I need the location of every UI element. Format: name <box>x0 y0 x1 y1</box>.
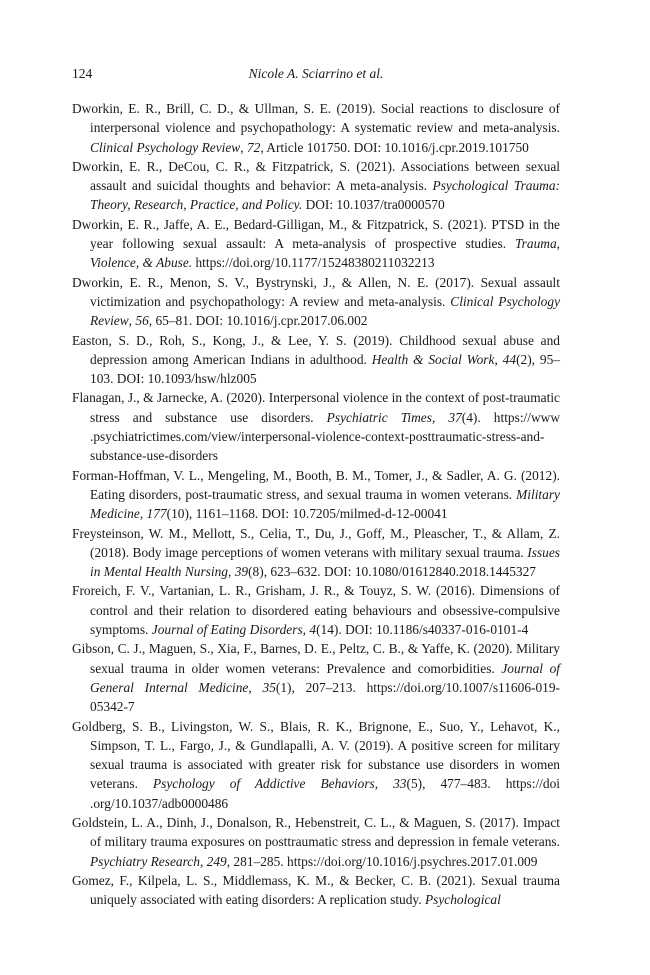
reference-volume: 35 <box>262 679 276 695</box>
reference-text: Dworkin, E. R., DeCou, C. R., & Fitzpatrick, S. (2021). Associations between sexual assault and suicidal thoughts and behavior: A meta-analysis. <box>72 158 560 194</box>
reference-volume: 44 <box>502 351 517 367</box>
reference-details: , Article 101750. DOI: 10.1016/j.​cpr.2019.101750 <box>260 139 529 155</box>
reference-text: Dworkin, E. R., Menon, S. V., Bystrynski, J., & Allen, N. E. (2017). Sexual assault victimization and psychopathology: A review and meta-analysis. <box>72 274 560 309</box>
reference-details: (5), 477–483. https://doi​.org/10.1037/adb0000486 <box>90 776 561 811</box>
reference-details: (8), 623–632. DOI: 10.1080/01612840.2018.1445327 <box>248 564 536 580</box>
reference-volume: 72 <box>246 139 261 155</box>
reference-text: Freysteinson, W. M., Mellott, S., Celia, T., Du, J., Goff, M., Pleascher, T., & Allam, Z. (2018). Body image perceptions of women veterans with military sexual trauma. <box>72 525 560 560</box>
reference-details: (10), 1161–1168. DOI: 10.7205/milmed-d-12-00041 <box>166 506 448 522</box>
reference-source-title: Psychiatry Research <box>90 853 200 869</box>
reference-source-title: Trauma, Violence, & Abuse. <box>90 236 560 271</box>
reference-list <box>72 99 560 909</box>
reference-details: (1), 207–213. https://doi.org/10.1007​/s11606-019-05342-7 <box>90 679 561 715</box>
reference-volume: 56 <box>135 313 149 329</box>
reference-text: Goldberg, S. B., Livingston, W. S., Blais, R. K., Brignone, E., Suo, Y., Lehavot, K., Simpson, T. L., Fargo, J., & Gundlapalli, A. V. (2019). A positive screen for military sexual trauma is associated with greater risk for substance use disorders in women veterans. <box>72 718 560 792</box>
reference-text: Froreich, F. V., Vartanian, L. R., Grisham, J. R., & Touyz, S. W. (2016). Dimensions of control and their relation to disordered eating behaviours and obsessive-compulsive symptoms. <box>72 583 560 638</box>
reference-text: Gibson, C. J., Maguen, S., Xia, F., Barnes, D. E., Peltz, C. B., & Yaffe, K. (2020). Military sexual trauma in older women veterans: Prevalence and comorbidities. <box>72 641 560 676</box>
reference-text: Easton, S. D., Roh, S., Kong, J., & Lee, Y. S. (2019). Childhood sexual abuse and depression among American Indians in adulthood. <box>72 332 560 367</box>
page-number: 124 <box>72 66 93 81</box>
reference-details: , 281–285. https://doi.org/10.1016/j​.psychres.2017.01.009 <box>226 853 538 869</box>
reference-source-title: Psychiatric Times <box>326 409 432 425</box>
reference-volume: 39 <box>234 564 249 580</box>
reference-volume: 37 <box>448 409 462 425</box>
reference-separator: , <box>199 853 207 869</box>
reference-entry <box>72 813 560 871</box>
reference-volume: 4 <box>309 622 317 638</box>
reference-details: (14). DOI: 10.1186/s40337-016-0101-4 <box>316 622 529 638</box>
reference-source-title: Psychological Trauma: Theory, Research, Practice, and Policy. <box>90 178 560 213</box>
reference-entry <box>72 639 560 716</box>
reference-source-title: Journal of General Internal Medicine <box>90 660 560 695</box>
reference-entry <box>72 273 560 331</box>
reference-text: Gomez, F., Kilpela, L. S., Middlemass, K. M., & Becker, C. B. (2021). Sexual trauma uniquely associated with eating disorders: A replication study. <box>72 872 560 908</box>
reference-source-title: Issues in Mental Health Nursing <box>90 544 560 580</box>
reference-entry <box>72 466 560 524</box>
running-head: Nicole A. Sciarrino et al. <box>248 66 384 81</box>
reference-details: DOI: 10.1037/tra0000570 <box>302 197 445 213</box>
page-header <box>72 66 560 88</box>
reference-source-title: Journal of Eating Disorders <box>151 622 303 638</box>
reference-separator: , <box>139 506 147 522</box>
reference-text: Goldstein, L. A., Dinh, J., Donalson, R., Hebenstreit, C. L., & Maguen, S. (2017). Impact of military trauma exposures on posttraumatic stress and depression in female veterans. <box>72 814 560 850</box>
reference-separator: , <box>374 776 394 792</box>
reference-separator: , <box>248 679 263 695</box>
reference-text: Dworkin, E. R., Brill, C. D., & Ullman, S. E. (2019). Social reactions to disclosure of interpersonal violence and psychopathology: A systematic review and meta-analysis. <box>72 101 560 136</box>
reference-separator: , <box>431 409 449 425</box>
reference-details: , 65–81. DOI: 10.1016/j.cpr.2017.06.002 <box>148 313 368 329</box>
reference-separator: , <box>240 139 247 155</box>
reference-text: Dworkin, E. R., Jaffe, A. E., Bedard-Gilligan, M., & Fitzpatrick, S. (2021). PTSD in the year following sexual assault: A meta-analysis of prospective studies. <box>72 216 560 252</box>
reference-volume: 33 <box>393 776 407 792</box>
reference-entry <box>72 717 560 813</box>
reference-entry <box>72 157 560 215</box>
reference-source-title: Clinical Psychology Review <box>90 293 561 329</box>
reference-volume: 249 <box>206 853 227 869</box>
reference-separator: , <box>302 622 310 638</box>
reference-source-title: Military Medicine <box>90 486 560 522</box>
reference-details: (4). https://www​.psychiatrictimes.com/view/interpersonal-violence-context-posttraumatic-stress​-and-substance-use-disorders <box>90 409 560 464</box>
reference-details: (2), 95–103. DOI: 10.1093/hsw/hlz005 <box>90 351 560 387</box>
reference-details: https://doi.org/10.1177/15248380211032213 <box>192 255 435 271</box>
reference-text: Flanagan, J., & Jarnecke, A. (2020). Interpersonal violence in the context of post-traumatic stress and substance use disorders. <box>72 390 560 425</box>
reference-text: Forman-Hoffman, V. L., Mengeling, M., Booth, B. M., Tomer, J., & Sadler, A. G. (2012). Eating disorders, post-traumatic stress, and sexual trauma in women veterans. <box>72 467 560 502</box>
reference-separator: , <box>494 351 503 367</box>
reference-separator: , <box>228 564 235 580</box>
reference-entry <box>72 331 560 389</box>
reference-source-title: Psychological <box>424 892 501 908</box>
reference-source-title: Clinical Psychology Review <box>90 139 241 155</box>
reference-entry <box>72 388 560 465</box>
reference-entry <box>72 524 560 582</box>
reference-entry <box>72 871 560 910</box>
reference-entry <box>72 99 560 157</box>
reference-source-title: Health & Social Work <box>371 351 495 367</box>
reference-source-title: Psychology of Addictive Behaviors <box>152 776 375 792</box>
reference-separator: , <box>128 313 136 329</box>
reference-entry <box>72 581 560 639</box>
reference-entry <box>72 215 560 273</box>
reference-volume: 177 <box>146 506 167 522</box>
